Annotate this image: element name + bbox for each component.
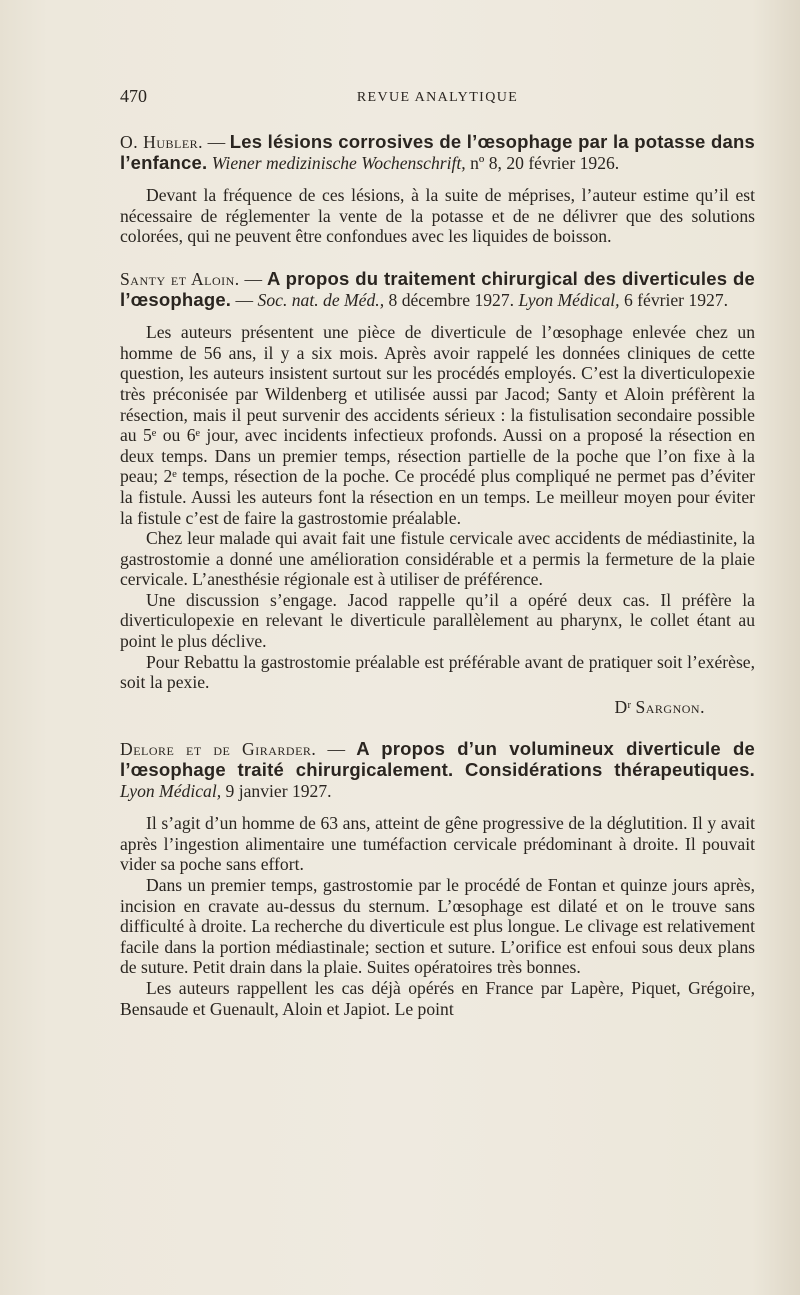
page-number: 470 [120,86,147,106]
entry-paragraph: Il s’agit d’un homme de 63 ans, atteint de gêne progressive de la déglutition. Il y avait après l’ingestion alimentaire une tuméfaction cervicale prédominant à droite. Il pouvait vider sa poche sans effort. [120,813,755,875]
entry-paragraph: Pour Rebattu la gastrostomie préalable est préférable avant de pratiquer soit l’exérèse, soit la pexie. [120,651,755,693]
abstract-entry-delore-girarder [120,739,755,1019]
signature-name: Sargnon. [635,696,705,717]
entry-paragraph: Les auteurs présentent une pièce de diverticule de l’œsophage enlevée chez un homme de 56 ans, il y a six mois. Après avoir rappelé les données cliniques de cette question, les auteurs insistent surtout sur les procédés employés. C’est la diverticulopexie très préconisée par Wildenberg et utilisée aussi par Jacod; Santy et Aloin préfèrent la résection, mais il peut survenir des accidents sérieux : la fistulisation secondaire possible au 5ᵉ ou 6ᵉ jour, avec incidents infectieux profonds. Aussi on a proposé la résection en deux temps. Dans un premier temps, résection partielle de la poche que l’on fixe à la peau; 2ᵉ temps, résection de la poche. Ce procédé plus compliqué ne permet pas d’éviter la fistule. Aussi les auteurs font la résection en un temps. Le meilleur moyen pour éviter la fistule c’est de faire la gastrostomie préalable. [120,322,755,528]
entry-source-society: Soc. nat. de Méd., [257,289,385,310]
entry-paragraph: Une discussion s’engage. Jacod rappelle qu’il a opéré deux cas. Il préfère la diverticulopexie en relevant le diverticule parallèlement au pharynx, le collet étant au point le plus déclive. [120,589,755,652]
abstract-entry-hubler [120,132,755,247]
entry-source-date: nº 8, 20 février 1926. [465,152,620,173]
entry-author: Santy et Aloin. [120,268,240,289]
entry-paragraph: Chez leur malade qui avait fait une fistule cervicale avec accidents de médiastinite, la gastrostomie a donné une amélioration considérable et a permis la fermeture de la plaie cervicale. L’anesthésie régionale est à utiliser de préférence. [120,528,755,590]
running-head [120,86,755,112]
entry-source-date: 9 janvier 1927. [221,780,332,801]
entry-title: Les lésions corrosives de l’œsophage par la potasse dans l’enfance. [120,131,755,173]
heading-dash: — [239,268,267,289]
entry-heading [120,269,755,310]
entry-author: Delore et de Girarder. [120,739,317,760]
entry-title: A propos du traitement chirurgical des diverticules de l’œsophage. [120,267,756,310]
entry-title: A propos d’un volumineux diverticule de l’œsophage traité chirurgicalement. Considérations thérapeutiques. [120,738,755,781]
entry-source-journal: Lyon Médical, [120,780,222,801]
source-dash: — [231,289,258,310]
entry-author: O. Hubler. [120,132,204,152]
entry-heading [120,739,755,801]
entry-paragraph: Les auteurs rappellent les cas déjà opérés en France par Lapère, Piquet, Grégoire, Bensaude et Guenault, Aloin et Japiot. Le point [120,977,755,1019]
entry-paragraph: Dans un premier temps, gastrostomie par le procédé de Fontan et quinze jours après, incision en cravate au-dessus du sternum. L’œsophage est dilaté et on le trouve sans difficulté à droite. La recherche du diverticule est plus longue. Le clivage est relativement facile dans la portion médiastinale; section et suture. L’orifice est enfoui sous deux plans de suture. Petit drain dans la plaie. Suites opératoires très bonnes. [120,875,755,978]
reviewer-signature [120,697,705,718]
heading-dash: — [316,739,357,760]
signature-title: Dʳ [614,696,636,717]
abstract-entry-santy-aloin [120,269,755,717]
entry-source-date: 8 décembre 1927. [384,289,519,310]
entry-source-journal: Lyon Médical, [518,289,620,310]
entry-source-journal: Wiener medizinische Wochenschrift, [211,152,466,173]
heading-dash: — [203,132,230,152]
page-content [120,86,755,1041]
entry-paragraph: Devant la fréquence de ces lésions, à la suite de méprises, l’auteur estime qu’il est nécessaire de réglementer la vente de la potasse et de ne délivrer que des solutions colorées, qui ne peuvent être confondues avec les liquides de boisson. [120,185,755,247]
entry-heading [120,132,755,173]
journal-title: REVUE ANALYTIQUE [356,90,519,105]
entry-source-date-2: 6 février 1927. [619,289,729,310]
